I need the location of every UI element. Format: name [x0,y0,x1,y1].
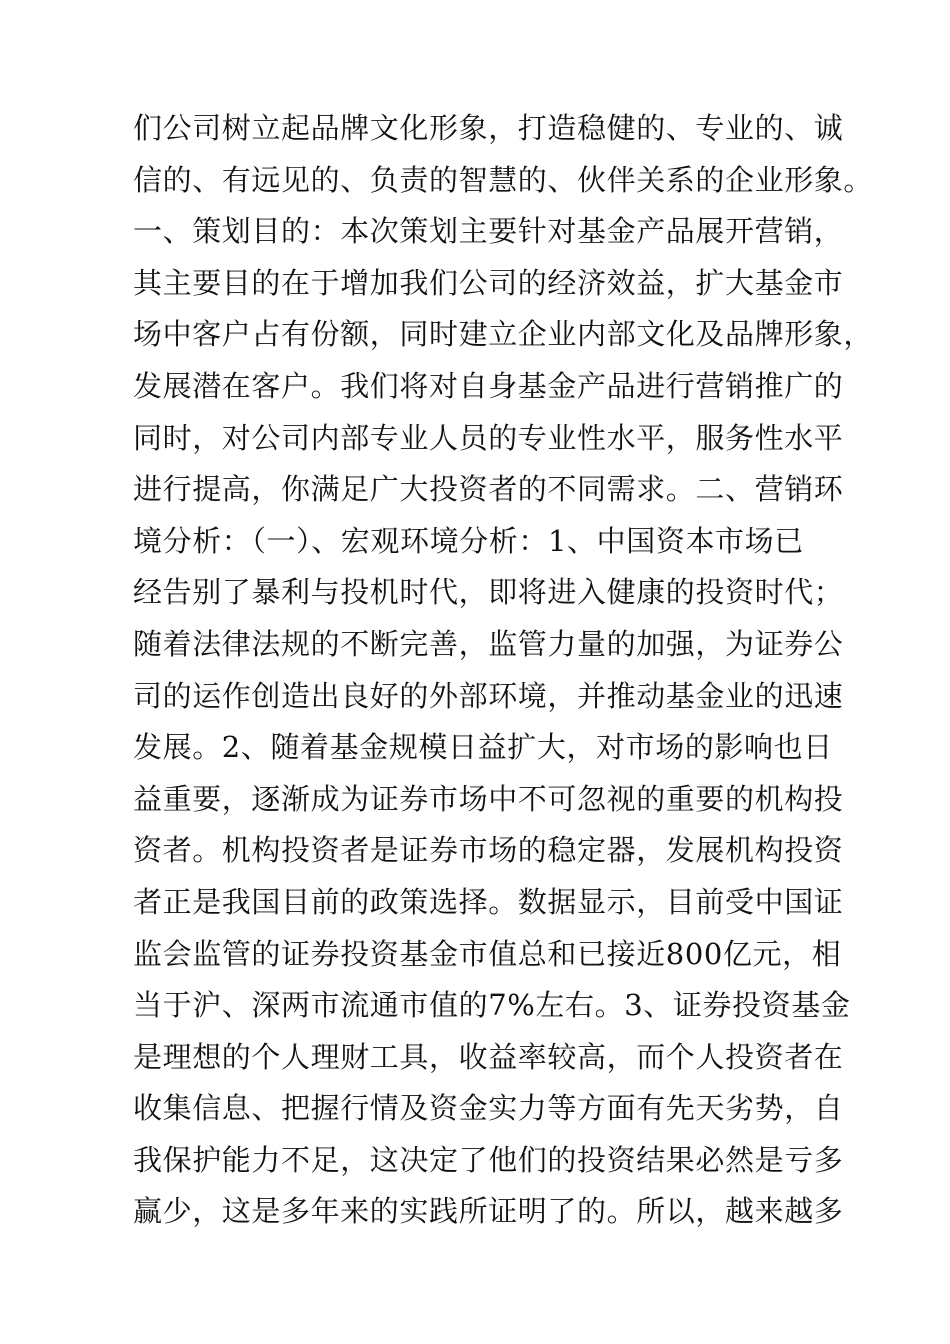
text-line: 收集信息、把握行情及资金实力等方面有先天劣势，自 [133,1091,844,1126]
text-line: 其主要目的在于增加我们公司的经济效益，扩大基金市 [133,265,844,300]
text-line: 当于沪、深两市流通市值的7%左右。3、证券投资基金 [133,988,851,1023]
text-line: 资者。机构投资者是证券市场的稳定器，发展机构投资 [133,833,844,868]
text-line: 发展潜在客户。我们将对自身基金产品进行营销推广的 [133,368,844,403]
text-line: 进行提高，你满足广大投资者的不同需求。二、营销环 [133,472,844,507]
text-line: 同时，对公司内部专业人员的专业性水平，服务性水平 [133,420,844,455]
text-line: 一、策划目的：本次策划主要针对基金产品展开营销， [133,214,844,249]
text-line: 随着法律法规的不断完善，监管力量的加强，为证券公 [133,626,844,661]
text-line: 境分析：（一）、宏观环境分析：1、中国资本市场已 [133,523,804,558]
text-line: 我保护能力不足，这决定了他们的投资结果必然是亏多 [133,1142,844,1177]
text-line: 经告别了暴利与投机时代，即将进入健康的投资时代； [133,575,844,610]
text-line: 发展。2、随着基金规模日益扩大，对市场的影响也日 [133,730,833,765]
text-line: 者正是我国目前的政策选择。数据显示，目前受中国证 [133,884,844,919]
body-text [133,103,874,1238]
text-line: 是理想的个人理财工具，收益率较高，而个人投资者在 [133,1039,844,1074]
text-line: 司的运作创造出良好的外部环境，并推动基金业的迅速 [133,678,844,713]
text-line: 赢少，这是多年来的实践所证明了的。所以，越来越多 [133,1194,844,1229]
text-line: 监会监管的证券投资基金市值总和已接近800亿元，相 [133,936,842,971]
text-line: 场中客户占有份额，同时建立企业内部文化及品牌形象， [133,317,874,352]
text-line: 们公司树立起品牌文化形象，打造稳健的、专业的、诚 [133,111,844,145]
text-line: 信的、有远见的、负责的智慧的、伙伴关系的企业形象。 [133,162,874,197]
text-line: 益重要，逐渐成为证券市场中不可忽视的重要的机构投 [133,781,844,816]
